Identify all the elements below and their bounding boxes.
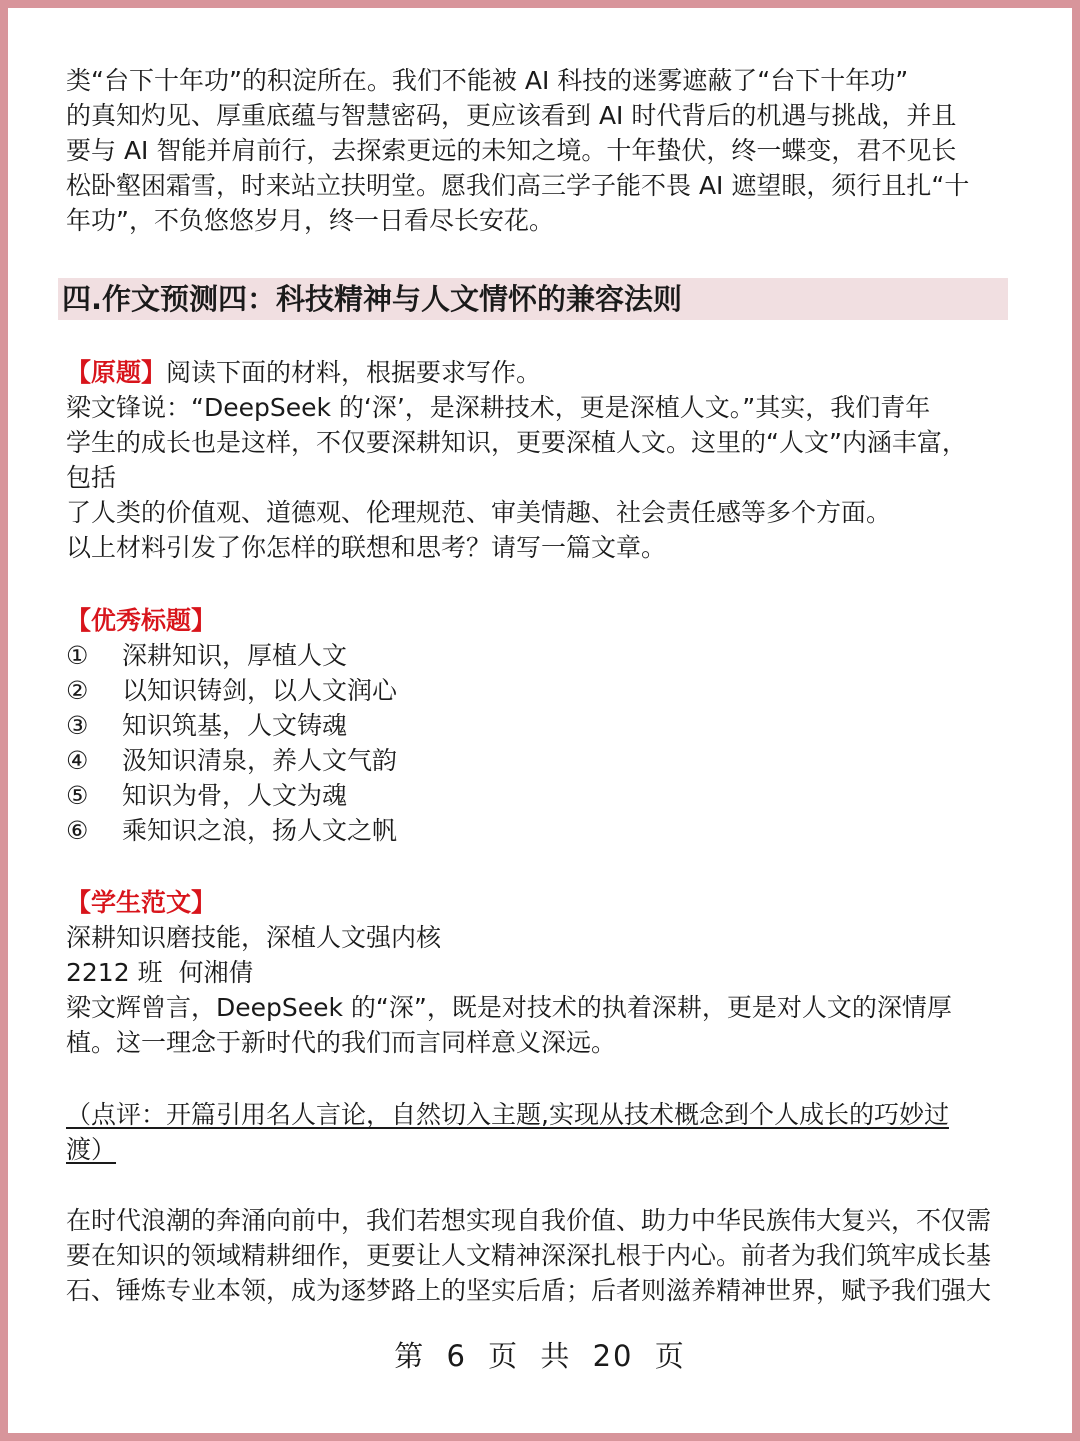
text-line: 的真知灼见、厚重底蕴与智慧密码，更应该看到 AI 时代背后的机遇与挑战，并且 <box>66 101 957 130</box>
list-item <box>66 638 1016 673</box>
prompt-instruction: 阅读下面的材料，根据要求写作。 <box>166 358 542 387</box>
list-text: 汲知识清泉，养人文气韵 <box>122 746 398 775</box>
comment-block <box>66 1097 1016 1167</box>
list-number: ① <box>66 641 89 670</box>
text-line: 松卧壑困霜雪，时来站立扶明堂。愿我们高三学子能不畏 AI 遮望眼，须行且扎“十 <box>66 171 970 200</box>
list-number: ② <box>66 676 89 705</box>
text-line: 梁文锋说：“DeepSeek 的‘深’，是深耕技术，更是深植人文。”其实，我们青年 <box>66 393 931 422</box>
titles-block <box>66 603 1016 848</box>
text-line: 类“台下十年功”的积淀所在。我们不能被 AI 科技的迷雾遮蔽了“台下十年功” <box>66 66 909 95</box>
titles-label: 【优秀标题】 <box>66 606 217 635</box>
list-number: ⑤ <box>66 781 89 810</box>
essay-block <box>66 885 1016 1060</box>
text-line: 包括 <box>66 463 117 492</box>
text-line: 年功”，不负悠悠岁月，终一日看尽长安花。 <box>66 206 554 235</box>
text-line: 石、锤炼专业本领，成为逐梦路上的坚实后盾；后者则滋养精神世界，赋予我们强大 <box>66 1276 992 1305</box>
essay-author: 2212 班 何湘倩 <box>66 958 254 987</box>
prompt-first-line <box>66 355 1016 390</box>
list-text: 深耕知识，厚植人文 <box>122 641 348 670</box>
text-line: 在时代浪潮的奔涌向前中，我们若想实现自我价值、助力中华民族伟大复兴，不仅需 <box>66 1206 992 1235</box>
comment-line: （点评：开篇引用名人言论，自然切入主题,实现从技术概念到个人成长的巧妙过 <box>66 1100 949 1129</box>
text-line: 植。这一理念于新时代的我们而言同样意义深远。 <box>66 1028 617 1057</box>
text-line: 要与 AI 智能并肩前行，去探索更远的未知之境。十年蛰伏，终一蝶变，君不见长 <box>66 136 957 165</box>
list-text: 乘知识之浪，扬人文之帆 <box>122 816 398 845</box>
list-item <box>66 813 1016 848</box>
essay-title: 深耕知识磨技能，深植人文强内核 <box>66 923 442 952</box>
text-line: 梁文辉曾言，DeepSeek 的“深”，既是对技术的执着深耕，更是对人文的深情厚 <box>66 993 952 1022</box>
text-line: 学生的成长也是这样，不仅要深耕知识，更要深植人文。这里的“人文”内涵丰富， <box>66 428 967 457</box>
text-line: 要在知识的领域精耕细作，更要让人文精神深深扎根于内心。前者为我们筑牢成长基 <box>66 1241 992 1270</box>
prompt-label: 【原题】 <box>66 358 167 387</box>
list-item <box>66 778 1016 813</box>
list-item <box>66 743 1016 778</box>
list-text: 知识筑基，人文铸魂 <box>122 711 348 740</box>
intro-paragraph <box>66 63 1016 238</box>
text-line: 以上材料引发了你怎样的联想和思考？请写一篇文章。 <box>66 533 667 562</box>
list-number: ③ <box>66 711 89 740</box>
list-item <box>66 708 1016 743</box>
prompt-block <box>66 355 1016 565</box>
list-number: ⑥ <box>66 816 89 845</box>
list-item <box>66 673 1016 708</box>
essay-paragraph <box>66 1203 1016 1308</box>
list-number: ④ <box>66 746 89 775</box>
comment-line: 渡） <box>66 1135 117 1164</box>
page-number: 第 6 页 共 20 页 <box>394 1339 686 1373</box>
list-text: 知识为骨，人文为魂 <box>122 781 348 810</box>
section-heading: 四.作文预测四：科技精神与人文情怀的兼容法则 <box>58 278 1008 320</box>
essay-label: 【学生范文】 <box>66 888 217 917</box>
list-text: 以知识铸剑，以人文润心 <box>122 676 398 705</box>
text-line: 了人类的价值观、道德观、伦理规范、审美情趣、社会责任感等多个方面。 <box>66 498 892 527</box>
